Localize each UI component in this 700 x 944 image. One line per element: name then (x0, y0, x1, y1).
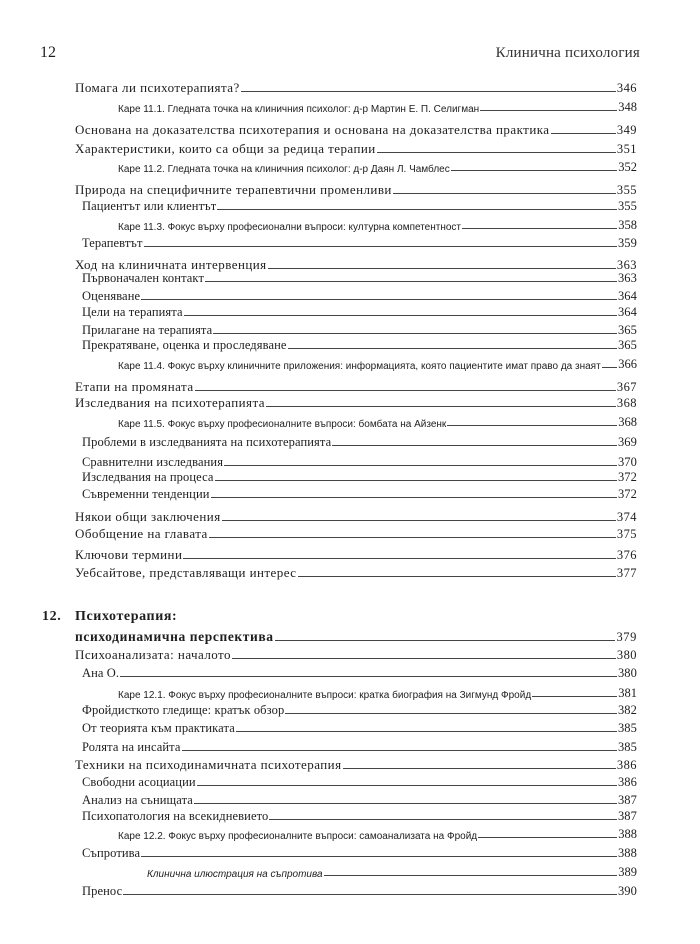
entry-title: Основана на доказателства психотерапия и основана на доказателства практика (75, 122, 550, 137)
entry-page-number: 381 (618, 686, 637, 700)
leader-line (269, 819, 617, 820)
entry-title: Пренос (82, 884, 123, 898)
entry-title: Някои общи заключения (75, 509, 221, 524)
leader-line (343, 768, 616, 769)
entry-page-number: 346 (616, 81, 637, 95)
chapter-entry (75, 627, 637, 645)
section-entry (75, 545, 637, 563)
entry-page-number: 365 (617, 323, 637, 337)
entry-title: Каре 11.4. Фокус върху клиничните приложения: информацията, която пациентите имат право да знаят (118, 361, 601, 372)
leader-line (393, 193, 616, 194)
leader-line (298, 576, 616, 577)
section-entry (75, 755, 637, 773)
entry-title: Етапи на промяната (75, 379, 194, 394)
entry-title: Пациентът или клиентът (82, 199, 217, 213)
leader-line (141, 856, 617, 857)
page-number: 12 (40, 44, 56, 61)
entry-page-number: 377 (616, 566, 637, 580)
subsection-entry (82, 881, 637, 899)
subsection-entry (82, 196, 637, 214)
entry-title: Ролята на инсайта (82, 740, 181, 754)
entry-page-number: 387 (617, 793, 637, 807)
box-entry (118, 412, 637, 430)
entry-title: Каре 11.1. Гледната точка на клиничния психолог: д-р Мартин Е. П. Селигман (118, 104, 480, 115)
entry-title: Техники на психодинамичната психотерапия (75, 757, 342, 772)
leader-line (222, 520, 616, 521)
subsection-entry (82, 843, 637, 861)
leader-line (182, 750, 617, 751)
subsection-entry (82, 718, 637, 736)
entry-title: От теорията към практиката (82, 721, 235, 735)
entry-page-number: 388 (617, 846, 637, 860)
box-entry (118, 824, 637, 842)
entry-title: Съпротива (82, 846, 141, 860)
leader-line (123, 894, 617, 895)
entry-page-number: 368 (616, 396, 637, 410)
entry-page-number: 365 (617, 338, 637, 352)
entry-page-number: 385 (617, 740, 637, 754)
entry-page-number: 370 (617, 455, 637, 469)
entry-page-number: 386 (617, 775, 637, 789)
entry-title: Природа на специфичните терапевтични променливи (75, 182, 392, 197)
running-title: Клинична психология (495, 45, 640, 61)
entry-page-number: 372 (617, 487, 637, 501)
entry-page-number: 349 (616, 123, 637, 137)
leader-line (532, 696, 617, 697)
entry-page-number: 388 (618, 827, 637, 841)
page-header (0, 0, 700, 70)
leader-line (324, 875, 618, 876)
leader-line (141, 299, 617, 300)
chapter-number: 12. (42, 609, 62, 624)
entry-page-number: 380 (616, 648, 637, 662)
entry-title: Каре 11.5. Фокус върху професионалните въпроси: бомбата на Айзенк (118, 419, 447, 430)
entry-title: Ключови термини (75, 547, 183, 562)
box-entry (118, 157, 637, 175)
section-entry (75, 120, 637, 138)
entry-page-number: 374 (616, 510, 637, 524)
leader-line (213, 333, 617, 334)
leader-line (285, 713, 617, 714)
leader-line (478, 837, 617, 838)
entry-title: Каре 11.2. Гледната точка на клиничния психолог: д-р Даян Л. Чамблес (118, 164, 450, 175)
entry-title: Изследвания на процеса (82, 470, 214, 484)
section-entry (75, 78, 637, 96)
leader-line (275, 640, 616, 641)
entry-title: Анализ на сънищата (82, 793, 193, 807)
entry-page-number: 389 (618, 865, 637, 879)
entry-title: Каре 12.1. Фокус върху професионалните въпроси: кратка биография на Зигмунд Фройд (118, 690, 532, 701)
entry-title: Каре 11.3. Фокус върху професионални въпроси: културна компетентност (118, 222, 462, 233)
section-entry (75, 507, 637, 525)
entry-page-number: 363 (617, 271, 637, 285)
subsection-entry (82, 484, 637, 502)
leader-line (197, 785, 617, 786)
entry-title: Каре 12.2. Фокус върху професионалните въпроси: самоанализата на Фройд (118, 831, 478, 842)
section-entry (75, 524, 637, 542)
leader-line (183, 558, 616, 559)
entry-page-number: 382 (617, 703, 637, 717)
entry-page-number: 358 (618, 218, 637, 232)
entry-title: Ана О. (82, 666, 120, 680)
section-entry (75, 393, 637, 411)
entry-page-number: 372 (617, 470, 637, 484)
box-entry (118, 354, 637, 372)
entry-title: Сравнителни изследвания (82, 455, 224, 469)
leader-line (447, 425, 617, 426)
entry-title: Психопатология на всекидневието (82, 809, 269, 823)
section-entry (75, 139, 637, 157)
chapter-heading (42, 609, 177, 625)
entry-page-number: 366 (618, 357, 637, 371)
entry-title: Помага ли психотерапията? (75, 80, 240, 95)
entry-page-number: 369 (617, 435, 637, 449)
subsection-entry (82, 806, 637, 824)
leader-line (462, 228, 617, 229)
leader-line (184, 315, 617, 316)
entry-title: Ход на клиничната интервенция (75, 257, 267, 272)
leader-line (377, 152, 616, 153)
subsection-entry (82, 467, 637, 485)
box-entry (147, 862, 637, 880)
entry-title: Проблеми в изследванията на психотерапията (82, 435, 332, 449)
entry-page-number: 375 (616, 527, 637, 541)
subsection-entry (82, 302, 637, 320)
entry-page-number: 379 (616, 630, 637, 644)
entry-title: Обобщение на главата (75, 526, 208, 541)
subsection-entry (82, 772, 637, 790)
entry-page-number: 387 (617, 809, 637, 823)
subsection-entry (82, 335, 637, 353)
leader-line (194, 803, 617, 804)
entry-title: Свободни асоциации (82, 775, 196, 789)
entry-page-number: 364 (617, 289, 637, 303)
leader-line (551, 133, 616, 134)
leader-line (209, 537, 616, 538)
entry-title: Характеристики, които са общи за редица терапии (75, 141, 376, 156)
subsection-entry (82, 268, 637, 286)
entry-page-number: 380 (617, 666, 637, 680)
entry-page-number: 367 (616, 380, 637, 394)
entry-title: Клинична илюстрация на съпротива (147, 869, 323, 880)
entry-title: Цели на терапията (82, 305, 183, 319)
entry-page-number: 368 (618, 415, 637, 429)
leader-line (451, 170, 618, 171)
entry-title: Прекратяване, оценка и проследяване (82, 338, 287, 352)
entry-title: Съвременни тенденции (82, 487, 210, 501)
leader-line (266, 406, 616, 407)
entry-title: Първоначален контакт (82, 271, 205, 285)
entry-page-number: 385 (617, 721, 637, 735)
subsection-entry (82, 663, 637, 681)
entry-page-number: 364 (617, 305, 637, 319)
subsection-entry (82, 233, 637, 251)
entry-page-number: 352 (618, 160, 637, 174)
entry-page-number: 351 (616, 142, 637, 156)
entry-title: Фройдисткото гледище: кратък обзор (82, 703, 285, 717)
leader-line (288, 348, 617, 349)
leader-line (332, 445, 617, 446)
entry-title: Изследвания на психотерапията (75, 395, 265, 410)
subsection-entry (82, 737, 637, 755)
entry-page-number: 386 (616, 758, 637, 772)
chapter-title-line1: Психотерапия: (75, 609, 178, 624)
leader-line (236, 731, 617, 732)
leader-line (232, 658, 616, 659)
leader-line (480, 110, 617, 111)
entry-page-number: 390 (617, 884, 637, 898)
leader-line (144, 246, 617, 247)
leader-line (241, 91, 616, 92)
entry-page-number: 348 (618, 100, 637, 114)
leader-line (205, 281, 617, 282)
entry-title: психодинамична перспектива (75, 629, 274, 644)
subsection-entry (82, 700, 637, 718)
leader-line (215, 480, 617, 481)
entry-page-number: 376 (616, 548, 637, 562)
leader-line (602, 367, 618, 368)
box-entry (118, 683, 637, 701)
leader-line (217, 209, 617, 210)
entry-page-number: 359 (617, 236, 637, 250)
entry-title: Уебсайтове, представляващи интерес (75, 565, 297, 580)
entry-page-number: 355 (617, 199, 637, 213)
section-entry (75, 645, 637, 663)
box-entry (118, 215, 637, 233)
entry-page-number: 363 (616, 258, 637, 272)
leader-line (195, 390, 616, 391)
entry-title: Прилагане на терапията (82, 323, 213, 337)
leader-line (224, 465, 617, 466)
entry-title: Терапевтът (82, 236, 143, 250)
entry-title: Оценяване (82, 289, 141, 303)
section-entry (75, 563, 637, 581)
leader-line (211, 497, 617, 498)
leader-line (120, 676, 617, 677)
entry-page-number: 355 (616, 183, 637, 197)
subsection-entry (82, 432, 637, 450)
box-entry (118, 97, 637, 115)
entry-title: Психоанализата: началото (75, 647, 231, 662)
